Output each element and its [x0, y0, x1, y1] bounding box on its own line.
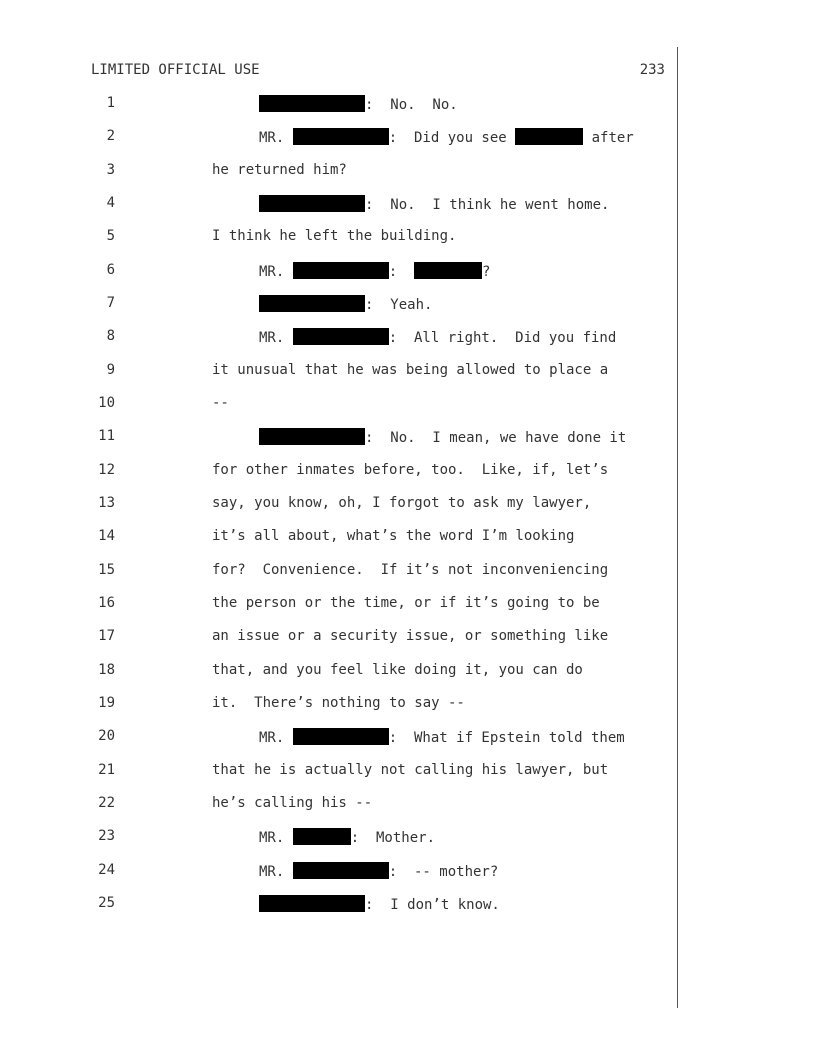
- redaction-box: [259, 428, 365, 445]
- line-text: it unusual that he was being allowed to place a: [212, 362, 609, 378]
- line-text: MR. : All right. Did you find: [259, 330, 617, 346]
- line-text: say, you know, oh, I forgot to ask my lawyer,: [212, 495, 592, 511]
- line-text: that he is actually not calling his lawyer, but: [212, 762, 609, 778]
- line-text: MR. : What if Epstein told them: [259, 730, 625, 746]
- line-number: 24: [98, 862, 115, 878]
- line-text: : Yeah.: [259, 295, 719, 313]
- line-number: 22: [98, 795, 115, 811]
- redaction-box: [259, 295, 365, 312]
- line-text: for? Convenience. If it’s not inconveniencing: [212, 562, 609, 578]
- line-text: for other inmates before, too. Like, if, let’s: [212, 462, 609, 478]
- redaction-box: [293, 262, 389, 279]
- line-text: that, and you feel like doing it, you can do: [212, 662, 583, 678]
- line-text: the person or the time, or if it’s going to be: [212, 595, 600, 611]
- redaction-box: [259, 895, 365, 912]
- line-number: 4: [106, 195, 115, 211]
- redaction-box: [293, 728, 389, 745]
- line-text: MR. : ?: [259, 264, 491, 280]
- line-number: 10: [98, 395, 115, 411]
- redaction-box: [259, 95, 365, 112]
- line-number: 5: [106, 228, 115, 244]
- line-number: 25: [98, 895, 115, 911]
- page-number: 233: [639, 62, 665, 78]
- line-number: 17: [98, 628, 115, 644]
- line-text: MR. : Did you see after: [259, 130, 634, 146]
- line-text: : No. I mean, we have done it: [259, 428, 719, 446]
- line-text: I think he left the building.: [212, 228, 457, 244]
- line-text: an issue or a security issue, or something like: [212, 628, 609, 644]
- line-number: 19: [98, 695, 115, 711]
- line-number: 13: [98, 495, 115, 511]
- line-number: 8: [106, 328, 115, 344]
- line-text: it. There’s nothing to say --: [212, 695, 465, 711]
- line-number: 2: [106, 128, 115, 144]
- redaction-box: [414, 262, 482, 279]
- line-text: : No. No.: [259, 95, 719, 113]
- redaction-box: [293, 328, 389, 345]
- line-number: 21: [98, 762, 115, 778]
- line-number: 1: [106, 95, 115, 111]
- redaction-box: [515, 128, 583, 145]
- line-number: 14: [98, 528, 115, 544]
- line-number: 12: [98, 462, 115, 478]
- line-text: he’s calling his --: [212, 795, 373, 811]
- line-number: 6: [106, 262, 115, 278]
- line-number: 15: [98, 562, 115, 578]
- redaction-box: [293, 128, 389, 145]
- line-number: 11: [98, 428, 115, 444]
- line-text: : No. I think he went home.: [259, 195, 719, 213]
- redaction-box: [259, 195, 365, 212]
- line-text: it’s all about, what’s the word I’m looking: [212, 528, 575, 544]
- redaction-box: [293, 862, 389, 879]
- line-text: he returned him?: [212, 162, 347, 178]
- classification-header: LIMITED OFFICIAL USE: [91, 62, 260, 78]
- redaction-box: [293, 828, 351, 845]
- line-number: 16: [98, 595, 115, 611]
- line-number: 3: [106, 162, 115, 178]
- line-text: MR. : Mother.: [259, 830, 436, 846]
- line-text: : I don’t know.: [259, 895, 719, 913]
- line-number: 23: [98, 828, 115, 844]
- line-text: --: [212, 395, 229, 411]
- line-text: MR. : -- mother?: [259, 864, 499, 880]
- line-number: 20: [98, 728, 115, 744]
- line-number: 18: [98, 662, 115, 678]
- line-number: 9: [106, 362, 115, 378]
- line-number: 7: [106, 295, 115, 311]
